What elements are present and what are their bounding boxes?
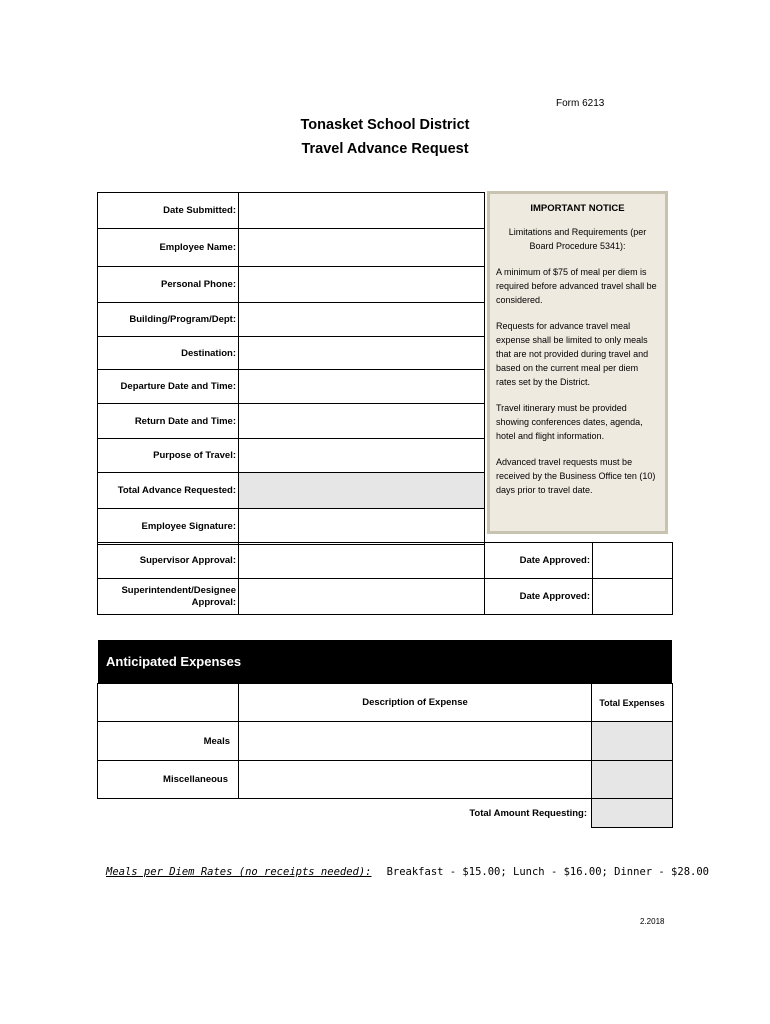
return-label: Return Date and Time: <box>98 404 239 439</box>
supervisor-approval-field[interactable] <box>239 543 485 579</box>
building-field[interactable] <box>239 303 485 337</box>
notice-paragraph-1: A minimum of $75 of meal per diem is required before advanced travel shall be considered. <box>496 267 657 305</box>
per-diem-rates-values: Breakfast - $15.00; Lunch - $16.00; Dinner - $28.00 <box>386 866 709 878</box>
form-number: Form 6213 <box>556 98 605 109</box>
notice-paragraph-4: Advanced travel requests must be received by the Business Office ten (10) days prior to travel date. <box>496 457 656 495</box>
date-submitted-label: Date Submitted: <box>98 193 239 229</box>
revision-date: 2.2018 <box>640 917 665 926</box>
meals-description-field[interactable] <box>239 722 592 761</box>
meals-row-label: Meals <box>98 722 239 761</box>
superintendent-approval-label <box>98 579 239 615</box>
misc-description-field[interactable] <box>239 761 592 799</box>
destination-field[interactable] <box>239 337 485 370</box>
superintendent-label-line1: Superintendent/Designee <box>121 584 236 596</box>
employee-name-field[interactable] <box>239 229 485 267</box>
expenses-heading: Anticipated Expenses <box>98 640 672 683</box>
description-column-header: Description of Expense <box>239 684 592 722</box>
signature-label: Employee Signature: <box>98 509 239 545</box>
total-column-header: Total Expenses <box>592 684 673 722</box>
building-label: Building/Program/Dept: <box>98 303 239 337</box>
per-diem-rates-label: Meals per Diem Rates (no receipts needed): <box>106 866 372 878</box>
notice-paragraph-3: Travel itinerary must be provided showing conferences dates, agenda, hotel and flight information. <box>496 403 643 441</box>
personal-phone-label: Personal Phone: <box>98 267 239 303</box>
departure-field[interactable] <box>239 370 485 404</box>
total-advance-field[interactable] <box>239 473 485 509</box>
supervisor-approval-label: Supervisor Approval: <box>98 543 239 579</box>
per-diem-rates <box>106 866 709 878</box>
notice-heading: IMPORTANT NOTICE <box>530 203 625 214</box>
personal-phone-field[interactable] <box>239 267 485 303</box>
superintendent-approval-field[interactable] <box>239 579 485 615</box>
signature-field[interactable] <box>239 509 485 545</box>
notice-paragraph-2: Requests for advance travel meal expense shall be limited to only meals that are not provided during travel and based on the current meal per diem rates set by the District. <box>496 321 649 387</box>
superintendent-label-line2: Approval: <box>191 596 236 608</box>
form-title: Travel Advance Request <box>301 141 469 157</box>
date-approved-label-1: Date Approved: <box>485 543 593 579</box>
date-approved-label-2: Date Approved: <box>485 579 593 615</box>
important-notice <box>487 191 668 534</box>
meals-total-field[interactable] <box>592 722 673 761</box>
return-field[interactable] <box>239 404 485 439</box>
approval-table <box>97 542 673 615</box>
date-submitted-field[interactable] <box>239 193 485 229</box>
request-form-table <box>97 192 485 545</box>
purpose-field[interactable] <box>239 439 485 473</box>
departure-label: Departure Date and Time: <box>98 370 239 404</box>
date-approved-field-1[interactable] <box>593 543 673 579</box>
notice-intro: Limitations and Requirements (per Board Procedure 5341): <box>508 227 647 251</box>
destination-label: Destination: <box>98 337 239 370</box>
total-requesting-label: Total Amount Requesting: <box>98 799 592 828</box>
expenses-table <box>97 683 673 828</box>
purpose-label: Purpose of Travel: <box>98 439 239 473</box>
misc-row-label: Miscellaneous <box>98 761 239 799</box>
total-advance-label: Total Advance Requested: <box>98 473 239 509</box>
expenses-blank-header <box>98 684 239 722</box>
employee-name-label: Employee Name: <box>98 229 239 267</box>
date-approved-field-2[interactable] <box>593 579 673 615</box>
district-title: Tonasket School District <box>300 117 470 133</box>
total-requesting-field[interactable] <box>592 799 673 828</box>
misc-total-field[interactable] <box>592 761 673 799</box>
